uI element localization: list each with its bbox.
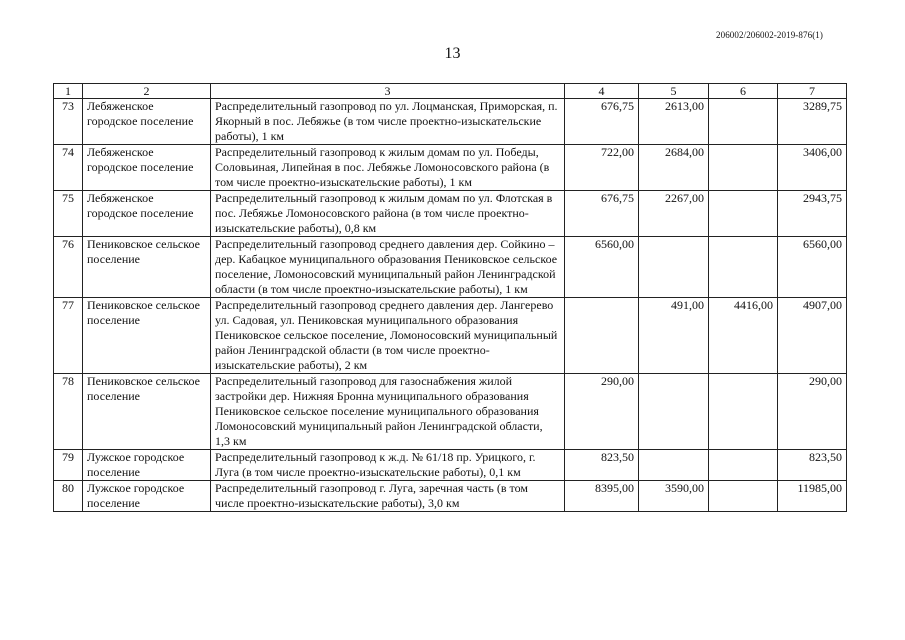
gas-pipeline-table: [53, 83, 847, 512]
settlement-name: Лебяженское городское поселение: [83, 191, 211, 237]
value-total: 2943,75: [778, 191, 847, 237]
value-total: 3406,00: [778, 145, 847, 191]
value-col4: [565, 298, 639, 374]
row-number: 75: [54, 191, 83, 237]
table-row: [54, 298, 847, 374]
value-col6: [709, 374, 778, 450]
value-col4: 823,50: [565, 450, 639, 481]
value-total: 3289,75: [778, 99, 847, 145]
table-row: [54, 145, 847, 191]
object-description: Распределительный газопровод к ж.д. № 61/18 пр. Урицкого, г. Луга (в том числе проектно-изыскательские работы), 0,1 км: [211, 450, 565, 481]
object-description: Распределительный газопровод к жилым домам по ул. Победы, Соловьиная, Липейная в пос. Лебяжье Ломоносовского района (в том числе проектно-изыскательские работы), 1 км: [211, 145, 565, 191]
value-col5: 3590,00: [639, 481, 709, 512]
object-description: Распределительный газопровод для газоснабжения жилой застройки дер. Нижняя Бронна муниципального образования Пениковское сельское поселение муниципального образования Ломоносовский муниципальный район Ленинградской области, 1,3 км: [211, 374, 565, 450]
object-description: Распределительный газопровод среднего давления дер. Лангерево ул. Садовая, ул. Пениковская муниципального образования Пениковское сельское поселение, Ломоносовский муниципальный район Ленинградской области (в том числе проектно-изыскательские работы), 2 км: [211, 298, 565, 374]
value-col4: 722,00: [565, 145, 639, 191]
column-header: 2: [83, 84, 211, 99]
value-col6: [709, 237, 778, 298]
settlement-name: Лебяженское городское поселение: [83, 145, 211, 191]
value-col6: 4416,00: [709, 298, 778, 374]
value-total: 823,50: [778, 450, 847, 481]
value-col5: [639, 237, 709, 298]
settlement-name: Лужское городское поселение: [83, 481, 211, 512]
settlement-name: Лужское городское поселение: [83, 450, 211, 481]
row-number: 79: [54, 450, 83, 481]
table-row: [54, 450, 847, 481]
row-number: 80: [54, 481, 83, 512]
table-row: [54, 237, 847, 298]
value-col5: [639, 374, 709, 450]
settlement-name: Пениковское сельское поселение: [83, 298, 211, 374]
value-col4: 676,75: [565, 99, 639, 145]
table-row: [54, 99, 847, 145]
document-id: 206002/206002-2019-876(1): [716, 30, 823, 40]
value-col4: 676,75: [565, 191, 639, 237]
row-number: 74: [54, 145, 83, 191]
value-col6: [709, 145, 778, 191]
value-col5: 2267,00: [639, 191, 709, 237]
value-col5: 2613,00: [639, 99, 709, 145]
settlement-name: Лебяженское городское поселение: [83, 99, 211, 145]
table-row: [54, 374, 847, 450]
value-col5: 2684,00: [639, 145, 709, 191]
row-number: 77: [54, 298, 83, 374]
table-header-row: [54, 84, 847, 99]
value-col6: [709, 450, 778, 481]
table-row: [54, 191, 847, 237]
settlement-name: Пениковское сельское поселение: [83, 374, 211, 450]
object-description: Распределительный газопровод г. Луга, заречная часть (в том числе проектно-изыскательские работы), 3,0 км: [211, 481, 565, 512]
column-header: 4: [565, 84, 639, 99]
page-number: 13: [444, 45, 461, 62]
value-col6: [709, 481, 778, 512]
column-header: 1: [54, 84, 83, 99]
value-col4: 8395,00: [565, 481, 639, 512]
column-header: 5: [639, 84, 709, 99]
value-col6: [709, 191, 778, 237]
object-description: Распределительный газопровод среднего давления дер. Сойкино – дер. Кабацкое муниципального образования Пениковское сельское поселение, Ломоносовский муниципальный район Ленинградской области (в том числе проектно-изыскательские работы), 1 км: [211, 237, 565, 298]
value-col5: [639, 450, 709, 481]
row-number: 73: [54, 99, 83, 145]
row-number: 76: [54, 237, 83, 298]
object-description: Распределительный газопровод к жилым домам по ул. Флотская в пос. Лебяжье Ломоносовского района (в том числе проектно-изыскательские работы), 0,8 км: [211, 191, 565, 237]
value-total: 6560,00: [778, 237, 847, 298]
value-col4: 6560,00: [565, 237, 639, 298]
value-total: 11985,00: [778, 481, 847, 512]
column-header: 6: [709, 84, 778, 99]
column-header: 7: [778, 84, 847, 99]
value-total: 290,00: [778, 374, 847, 450]
value-col4: 290,00: [565, 374, 639, 450]
row-number: 78: [54, 374, 83, 450]
value-col6: [709, 99, 778, 145]
value-total: 4907,00: [778, 298, 847, 374]
table-row: [54, 481, 847, 512]
value-col5: 491,00: [639, 298, 709, 374]
settlement-name: Пениковское сельское поселение: [83, 237, 211, 298]
object-description: Распределительный газопровод по ул. Лоцманская, Приморская, п. Якорный в пос. Лебяжье (в том числе проектно-изыскательские работы), 1 км: [211, 99, 565, 145]
column-header: 3: [211, 84, 565, 99]
